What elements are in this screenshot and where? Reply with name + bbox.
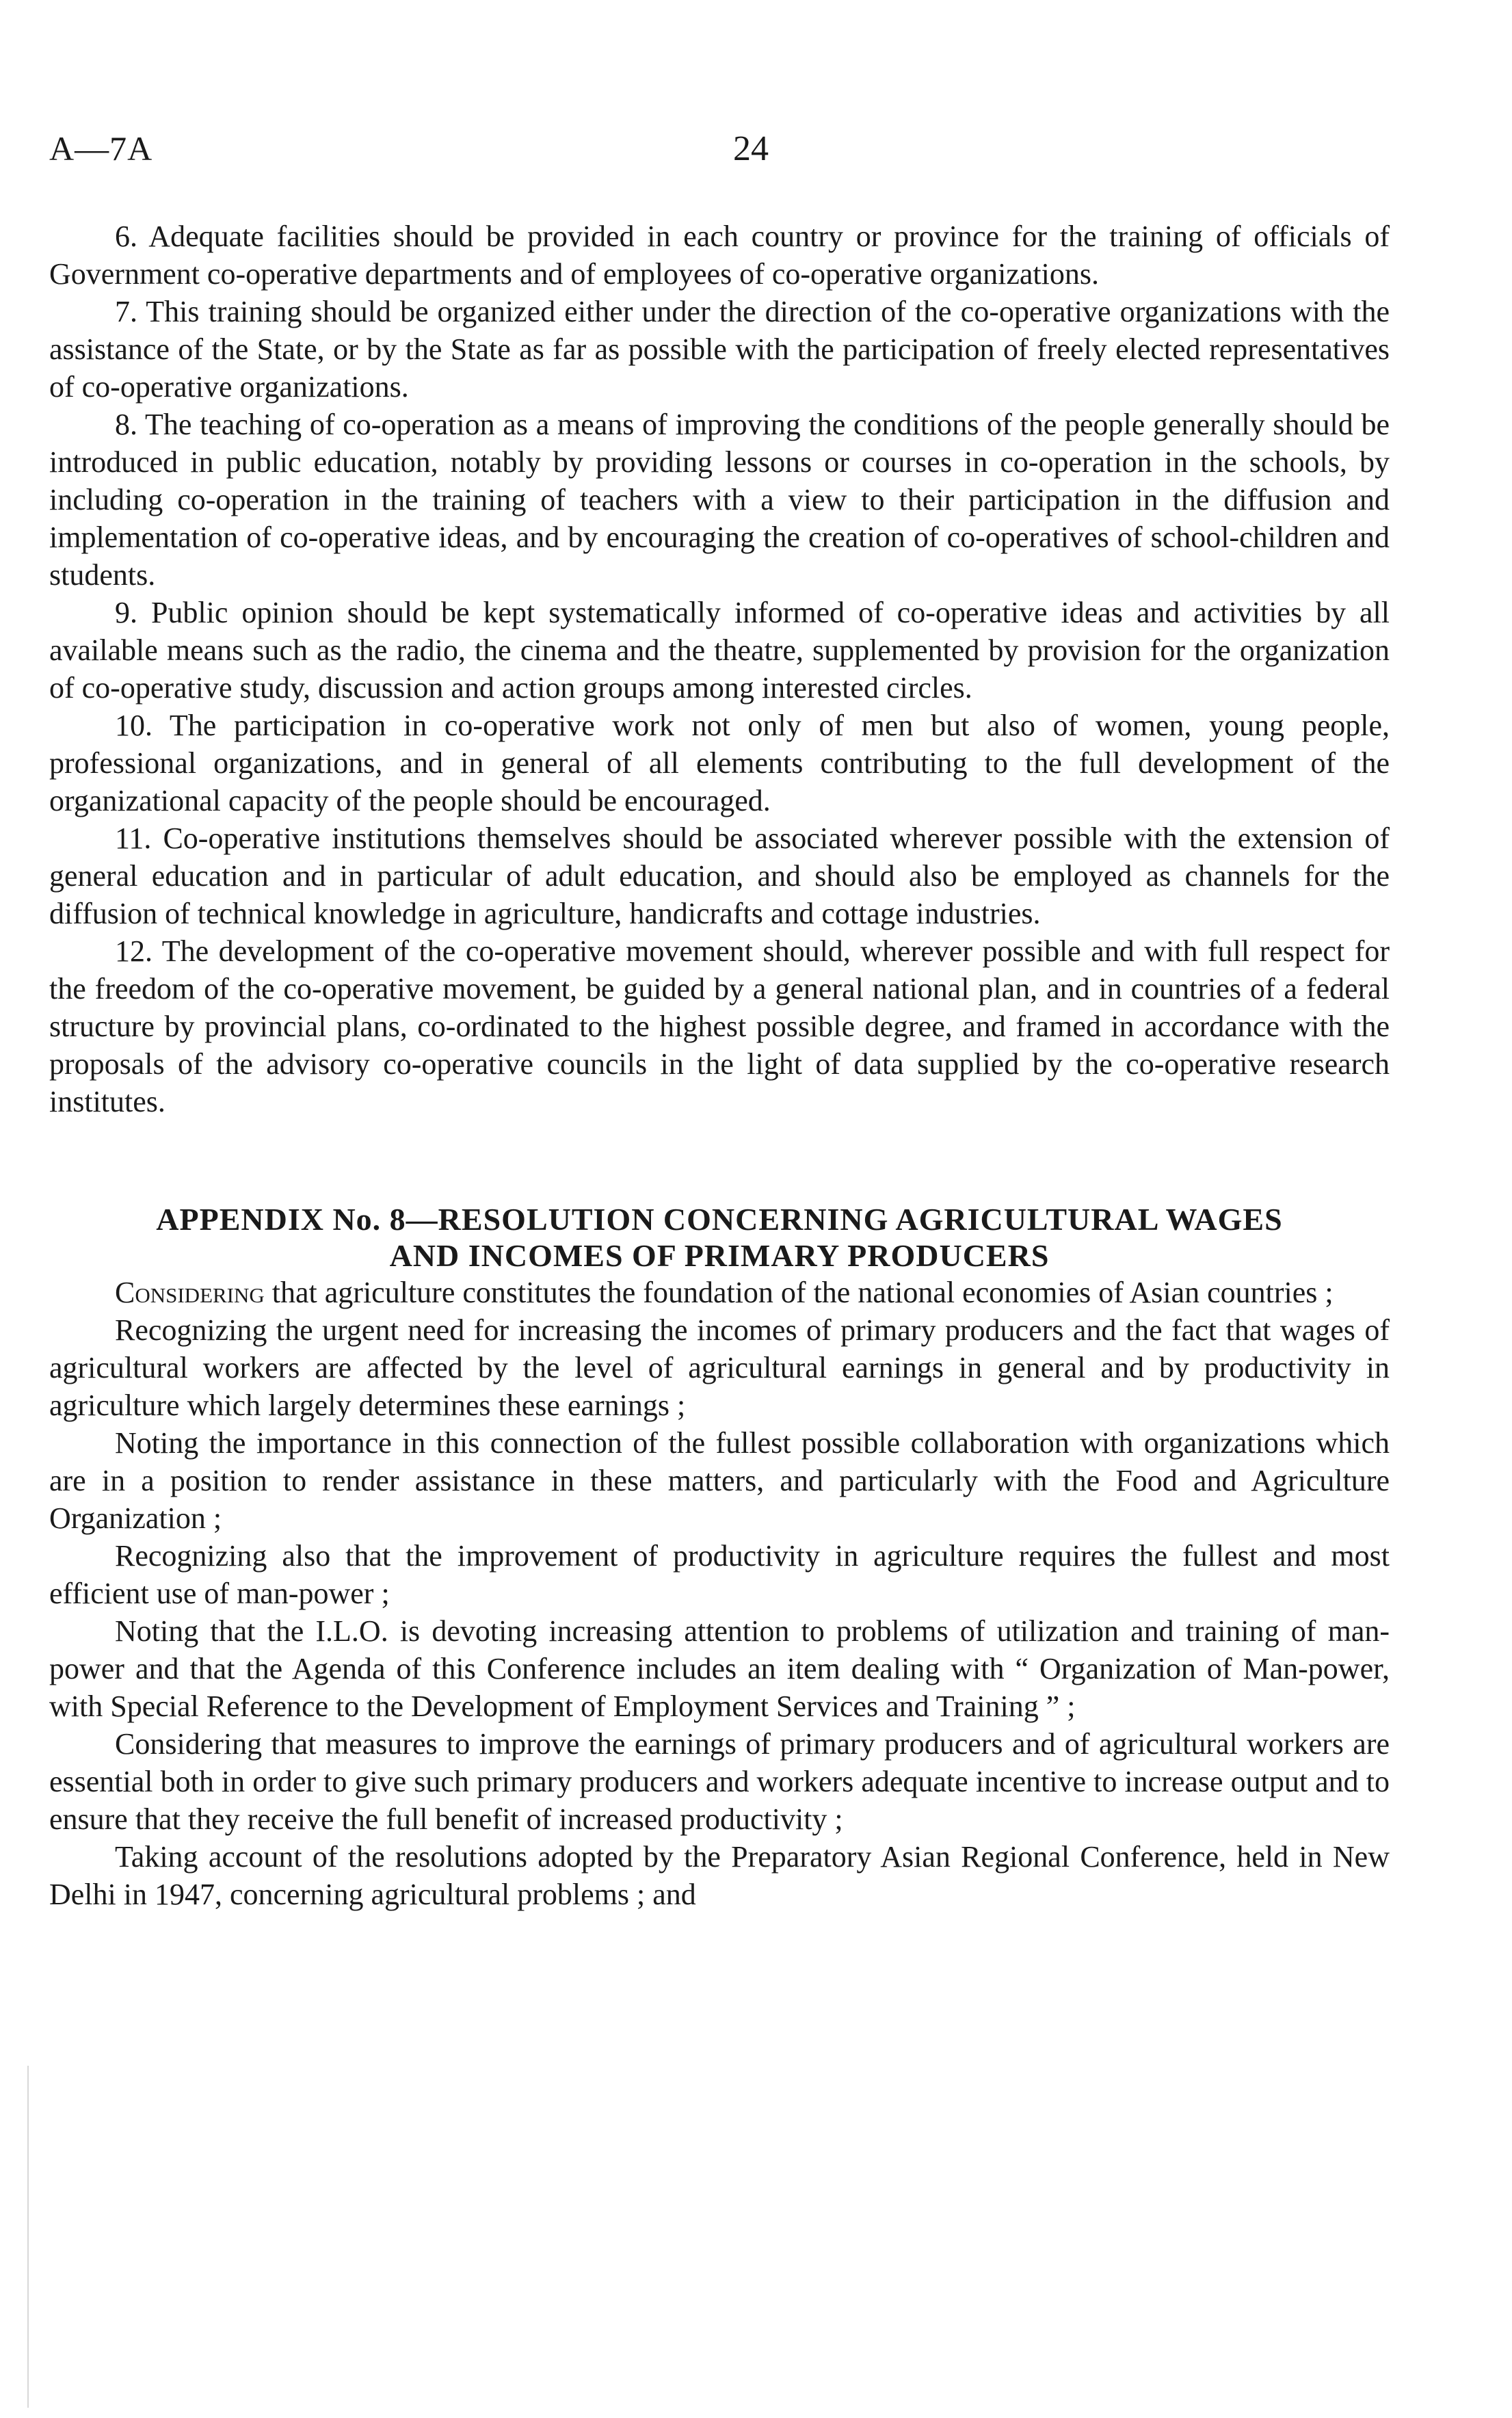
appendix-title-line-2: AND INCOMES OF PRIMARY PRODUCERS — [389, 1238, 1050, 1273]
paragraph-7: 7. This training should be organized either under the direction of the co-operative organizations with the assistance of the State, or by the State as far as possible with the participation of freely elected representatives of co-operative organizations. — [49, 295, 1390, 404]
appendix-paragraph-considering-measures: Considering that measures to improve the earnings of primary producers and of agricultural workers are essential both in order to give such primary producers and workers adequate incentive to increase output and to ensure that they receive the full benefit of increased productivity ; — [49, 1727, 1390, 1836]
paragraph-6: 6. Adequate facilities should be provided in each country or province for the training of officials of Government co-operative departments and of employees of co-operative organizations. — [49, 220, 1390, 291]
page-number: 24 — [733, 129, 769, 168]
appendix-title — [49, 1201, 1390, 1274]
paragraph-8: 8. The teaching of co-operation as a means of improving the conditions of the people generally should be introduced in public education, notably by providing lessons or courses in co-operation in the schools, by including co-operation in the training of teachers with a view to their participation in the diffusion and implementation of co-operative ideas, and by encouraging the creation of co-operatives of school-children and students. — [49, 408, 1390, 592]
appendix-first-word: Considering — [115, 1276, 265, 1309]
appendix-paragraph-noting: Noting the importance in this connection of the fullest possible collaboration with organizations which are in a position to render assistance in these matters, and particularly with the Food and Agriculture Organization ; — [49, 1426, 1390, 1535]
appendix-first-rest: that agriculture constitutes the foundation of the national economies of Asian countries ; — [264, 1276, 1334, 1309]
page-header — [49, 129, 1390, 176]
paragraph-9: 9. Public opinion should be kept systematically informed of co-operative ideas and activities by all available means such as the radio, the cinema and the theatre, supplemented by provision for the organization of co-operative study, discussion and action groups among interested circles. — [49, 596, 1390, 705]
document-reference: A—7A — [49, 129, 153, 168]
paragraph-11: 11. Co-operative institutions themselves should be associated wherever possible with the extension of general education and in particular of adult education, and should also be employed as channels for the diffusion of technical knowledge in agriculture, handicrafts and cottage industries. — [49, 822, 1390, 930]
appendix-paragraph-recognizing: Recognizing the urgent need for increasing the incomes of primary producers and the fact that wages of agricultural workers are affected by the level of agricultural earnings in general and by productivity in agriculture which largely determines these earnings ; — [49, 1313, 1390, 1422]
appendix-paragraph-taking-account: Taking account of the resolutions adopted by the Preparatory Asian Regional Conference, held in New Delhi in 1947, concerning agricultural problems ; and — [49, 1840, 1390, 1911]
scan-margin-line — [27, 2066, 29, 2408]
appendix-paragraph-recognizing-also: Recognizing also that the improvement of productivity in agriculture requires the fullest and most efficient use of man-power ; — [49, 1539, 1390, 1610]
appendix-title-line-1: APPENDIX No. 8—RESOLUTION CONCERNING AGRICULTURAL WAGES — [156, 1202, 1283, 1237]
appendix-paragraph-considering — [49, 1274, 1390, 1311]
paragraph-10: 10. The participation in co-operative work not only of men but also of women, young people, professional organizations, and in general of all elements contributing to the full development of the organizational capacity of the people should be encouraged. — [49, 709, 1390, 817]
paragraph-12: 12. The development of the co-operative movement should, wherever possible and with full respect for the freedom of the co-operative movement, be guided by a general national plan, and in countries of a federal structure by provincial plans, co-ordinated to the highest possible degree, and framed in accordance with the proposals of the advisory co-operative councils in the light of data supplied by the co-operative research institutes. — [49, 934, 1390, 1118]
appendix-paragraph-noting-ilo: Noting that the I.L.O. is devoting increasing attention to problems of utilization and training of man-power and that the Agenda of this Conference includes an item dealing with “ Organization of Man-power, with Special Reference to the Development of Employment Services and Training ” ; — [49, 1614, 1390, 1723]
document-body — [49, 218, 1390, 1913]
